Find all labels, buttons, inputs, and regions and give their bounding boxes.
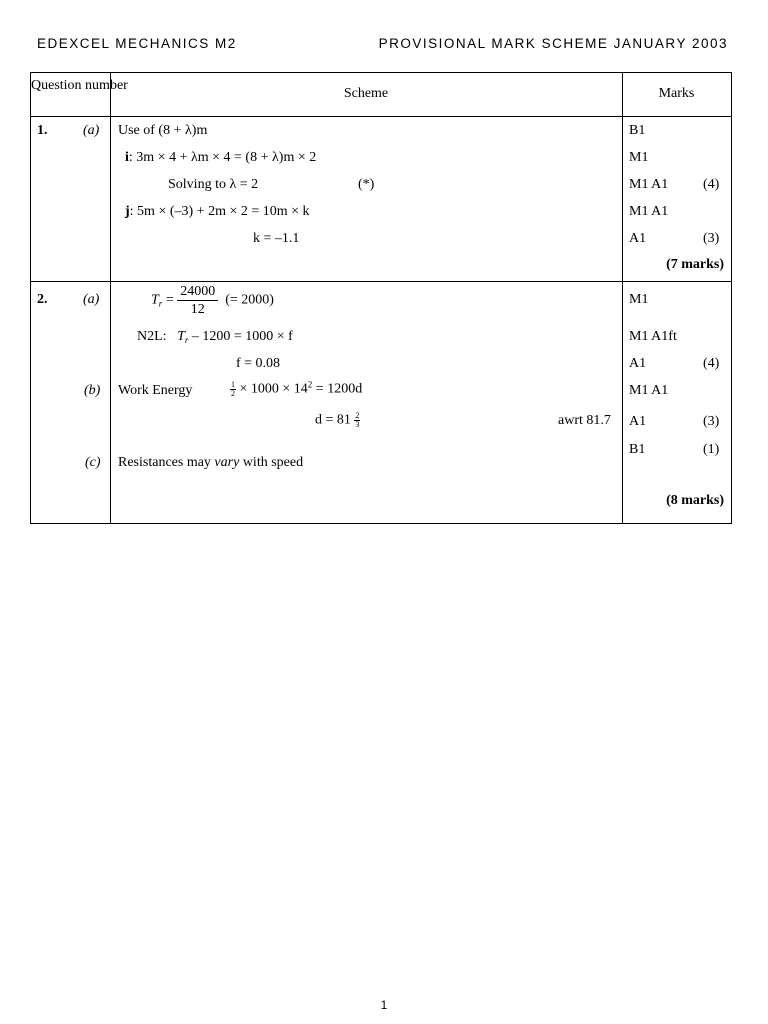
- scheme-line: Work Energy: [118, 383, 193, 398]
- mark: M1: [629, 150, 649, 165]
- scheme-text-emphasis: vary: [214, 455, 240, 470]
- scheme-label: j: [125, 204, 130, 219]
- part-label: (a): [83, 292, 100, 307]
- scheme-value: (= 2000): [225, 292, 274, 308]
- mark: A1: [629, 356, 647, 371]
- scheme-label: N2L:: [137, 329, 167, 344]
- scheme-line: Use of (8 + λ)m: [118, 123, 208, 138]
- mark-scheme-table: [30, 72, 732, 524]
- mark: B1: [629, 442, 646, 457]
- mark-subtotal: (4): [703, 177, 720, 192]
- scheme-line: [125, 150, 316, 166]
- fraction: [230, 381, 236, 398]
- scheme-line: [230, 381, 362, 398]
- question-total-marks: (8 marks): [666, 493, 724, 508]
- header-right: PROVISIONAL MARK SCHEME JANUARY 2003: [378, 36, 728, 51]
- fraction: [354, 412, 360, 429]
- fraction-numerator: 1: [231, 380, 235, 389]
- scheme-label: i: [125, 150, 129, 165]
- scheme-equation: : 5m × (–3) + 2m × 2 = 10m × k: [129, 204, 310, 219]
- subscript: r: [158, 298, 163, 309]
- page-number: 1: [380, 998, 388, 1012]
- mark: M1 A1: [629, 204, 669, 219]
- column-header-scheme: Scheme: [343, 86, 389, 101]
- question-number: 1.: [37, 123, 48, 138]
- mark: A1: [629, 414, 647, 429]
- mark-subtotal: (4): [703, 356, 720, 371]
- mark: A1: [629, 231, 647, 246]
- column-header-question: Question number: [31, 78, 128, 93]
- scheme-line: [315, 412, 360, 429]
- mark: M1 A1: [629, 383, 669, 398]
- tension-symbol: T: [151, 292, 159, 308]
- question-total-marks: (7 marks): [666, 257, 724, 272]
- row-divider: [31, 116, 731, 117]
- row-divider: [31, 281, 731, 282]
- scheme-text: with speed: [239, 455, 304, 470]
- scheme-text: Resistances may: [118, 455, 215, 470]
- scheme-line: [125, 204, 310, 220]
- mark: B1: [629, 123, 646, 138]
- column-divider: [622, 73, 623, 523]
- subscript: r: [184, 335, 189, 345]
- mark: M1 A1ft: [629, 329, 677, 344]
- fraction-numerator: 24000: [177, 283, 218, 301]
- scheme-line: Solving to λ = 2: [168, 177, 259, 192]
- tension-symbol: T: [177, 329, 185, 344]
- scheme-note: awrt 81.7: [558, 413, 611, 428]
- part-label: (a): [83, 123, 100, 138]
- fraction: [177, 283, 218, 318]
- scheme-equation: – 1200 = 1000 × f: [191, 329, 293, 344]
- scheme-line: $T_r$ = $\frac{24000}{12}$ (= 2000): [151, 284, 274, 317]
- part-label: (b): [84, 383, 101, 398]
- mark-subtotal: (3): [703, 414, 720, 429]
- scheme-equation: d = 81: [315, 412, 351, 428]
- scheme-equation: × 1000 × 14: [239, 381, 308, 397]
- scheme-line: [118, 455, 303, 471]
- column-divider: [110, 73, 111, 523]
- column-header-marks: Marks: [658, 86, 695, 101]
- mark: M1 A1: [629, 177, 669, 192]
- fraction-numerator: 2: [355, 411, 360, 420]
- part-label: (c): [85, 455, 101, 470]
- scheme-equation: : 3m × 4 + λm × 4 = (8 + λ)m × 2: [128, 150, 317, 165]
- mark: M1: [629, 292, 649, 307]
- question-number: 2.: [37, 292, 48, 307]
- header-left: EDEXCEL MECHANICS M2: [37, 36, 237, 51]
- fraction-denominator: 2: [231, 389, 235, 398]
- fraction-denominator: 3: [355, 420, 360, 429]
- scheme-line: [137, 329, 293, 345]
- superscript: 2: [307, 379, 313, 390]
- scheme-equation: = 1200d: [312, 381, 363, 397]
- scheme-line: k = –1.1: [253, 231, 300, 246]
- mark-subtotal: (1): [703, 442, 720, 457]
- scheme-note: (*): [358, 177, 375, 192]
- mark-subtotal: (3): [703, 231, 720, 246]
- scheme-line: f = 0.08: [236, 356, 281, 371]
- fraction-denominator: 12: [190, 302, 205, 317]
